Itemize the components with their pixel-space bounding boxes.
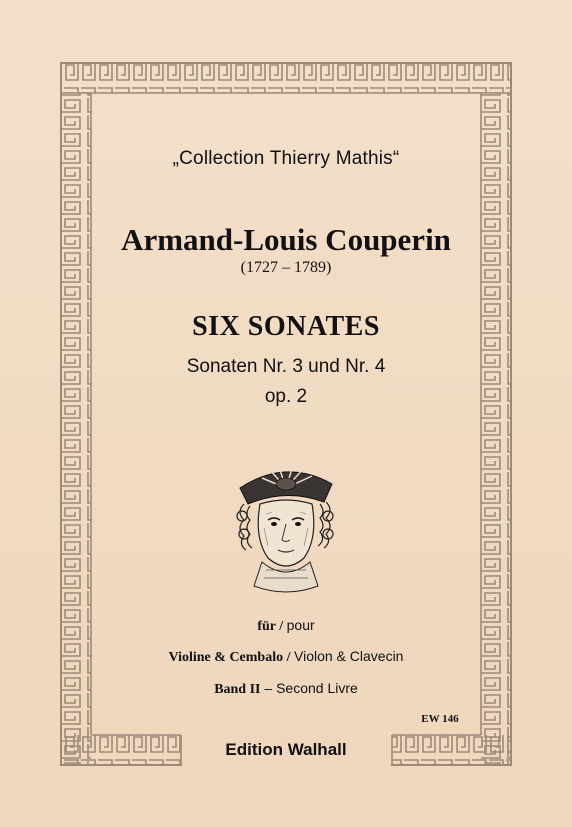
for-line (0, 617, 572, 635)
volume-line (0, 680, 572, 698)
collection-title: „Collection Thierry Mathis“ (172, 148, 400, 169)
composer-portrait-icon (226, 458, 346, 598)
for-de: für (257, 619, 276, 634)
for-separator: / (275, 619, 287, 634)
instrumentation-fr: Violon & Clavecin (294, 648, 404, 664)
composer-name: Armand-Louis Couperin (121, 222, 451, 257)
catalog-number: EW 146 (421, 713, 459, 725)
volume-separator: – (260, 680, 277, 696)
instrumentation-line (0, 648, 572, 666)
publisher-name: Edition Walhall (225, 740, 347, 759)
work-subtitle: Sonaten Nr. 3 und Nr. 4 (186, 356, 386, 377)
instrumentation-separator: / (283, 650, 294, 665)
composer-dates: (1727 – 1789) (240, 259, 332, 276)
instrumentation-de: Violine & Cembalo (168, 650, 284, 665)
volume-de: Band II (214, 682, 261, 697)
opus-number: op. 2 (264, 386, 308, 407)
for-fr: pour (286, 617, 315, 633)
volume-fr: Second Livre (276, 680, 358, 696)
work-title: SIX SONATES (192, 311, 380, 342)
